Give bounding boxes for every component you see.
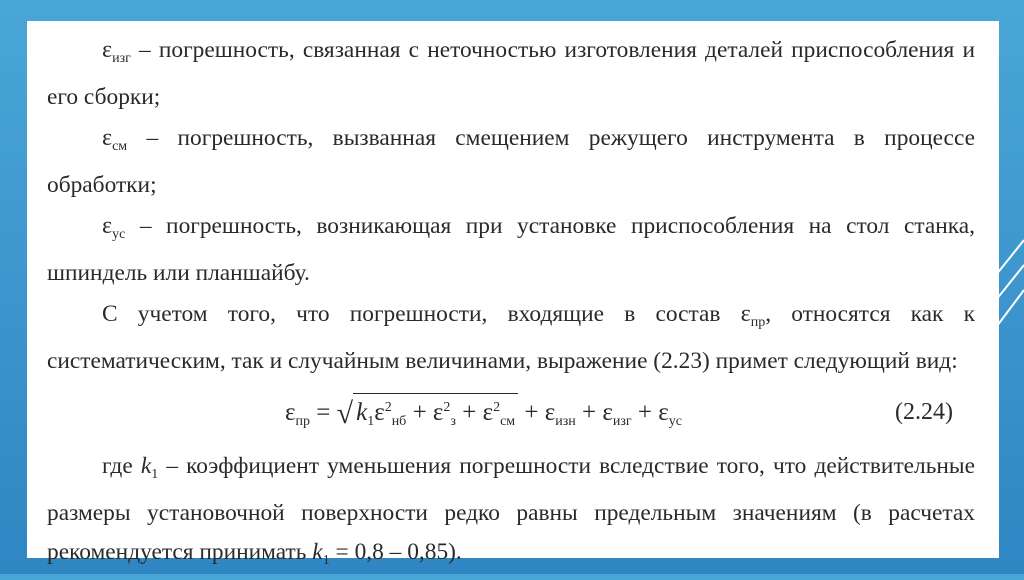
formula-subscript: нб	[391, 414, 407, 429]
formula-row	[47, 387, 975, 445]
formula-subscript: з	[450, 414, 456, 429]
document-page	[27, 21, 999, 568]
radicand	[353, 393, 518, 436]
paragraph-k1-definition	[47, 447, 975, 580]
formula-subscript: изн	[555, 414, 576, 429]
k-symbol: k	[140, 453, 152, 479]
k-symbol: k	[312, 539, 323, 565]
plus-sign: +	[575, 399, 603, 426]
paragraph-text: , относятся как к систематическим, так и случайным величинами, выражение (2.23) примет следующий вид:	[47, 301, 975, 374]
paragraph-text: – погрешность, связанная с неточностью изготовления деталей приспособления и его сборки;	[47, 37, 975, 110]
sqrt-icon: √	[336, 397, 354, 430]
plus-sign: +	[455, 399, 483, 426]
symbol: ε	[102, 37, 113, 63]
symbol: ε	[102, 125, 113, 151]
formula-2-24	[285, 393, 682, 441]
k-symbol: k	[356, 399, 368, 426]
paragraph-text: С учетом того, что погрешности, входящие в состав	[102, 301, 741, 327]
plus-sign: +	[406, 399, 433, 426]
superscript: 2	[384, 400, 392, 415]
paragraph-text: = 0,8 – 0,85).	[329, 539, 462, 565]
formula-symbol: ε	[432, 399, 444, 426]
paragraph-text: – погрешность, вызванная смещением режущего инструмента в процессе обработки;	[47, 125, 975, 198]
plus-sign: +	[631, 399, 659, 426]
paragraph-text: – коэффициент уменьшения погрешности вследствие того, что действительные размеры установочной поверхности редко равны предельным значениям (в расчетах рекомендуется принимать	[47, 453, 975, 565]
paragraph-eps-sm	[47, 119, 975, 205]
paragraph-eps-izg	[47, 31, 975, 117]
formula-subscript: изг	[612, 414, 632, 429]
equation-number: (2.24)	[895, 399, 953, 425]
formula-symbol: ε	[602, 399, 613, 426]
subscript: пр	[750, 315, 766, 330]
formula-symbol: ε	[285, 399, 296, 426]
paragraph-eps-us	[47, 207, 975, 293]
superscript: 2	[493, 400, 501, 415]
equals-sign: =	[310, 399, 337, 426]
paragraph-text: – погрешность, возникающая при установке приспособления на стол станка, шпиндель или планшайбу.	[47, 213, 975, 286]
subscript: изг	[112, 51, 131, 66]
k-subscript: 1	[367, 414, 375, 429]
paragraph-text: где	[102, 453, 141, 479]
formula-subscript: пр	[295, 414, 310, 429]
formula-subscript: ус	[668, 414, 682, 429]
paragraph-intro-formula	[47, 295, 975, 381]
formula-symbol: ε	[544, 399, 556, 426]
k-subscript: 1	[151, 467, 159, 482]
subscript: см	[112, 139, 128, 154]
superscript: 2	[443, 400, 451, 415]
symbol: ε	[740, 301, 751, 327]
formula-symbol: ε	[374, 399, 385, 426]
subscript: ус	[112, 227, 126, 242]
formula-subscript: см	[500, 414, 516, 429]
formula-symbol: ε	[482, 399, 494, 426]
plus-sign: +	[518, 399, 545, 426]
k-subscript: 1	[322, 553, 330, 568]
formula-symbol: ε	[658, 399, 669, 426]
symbol: ε	[102, 213, 113, 239]
